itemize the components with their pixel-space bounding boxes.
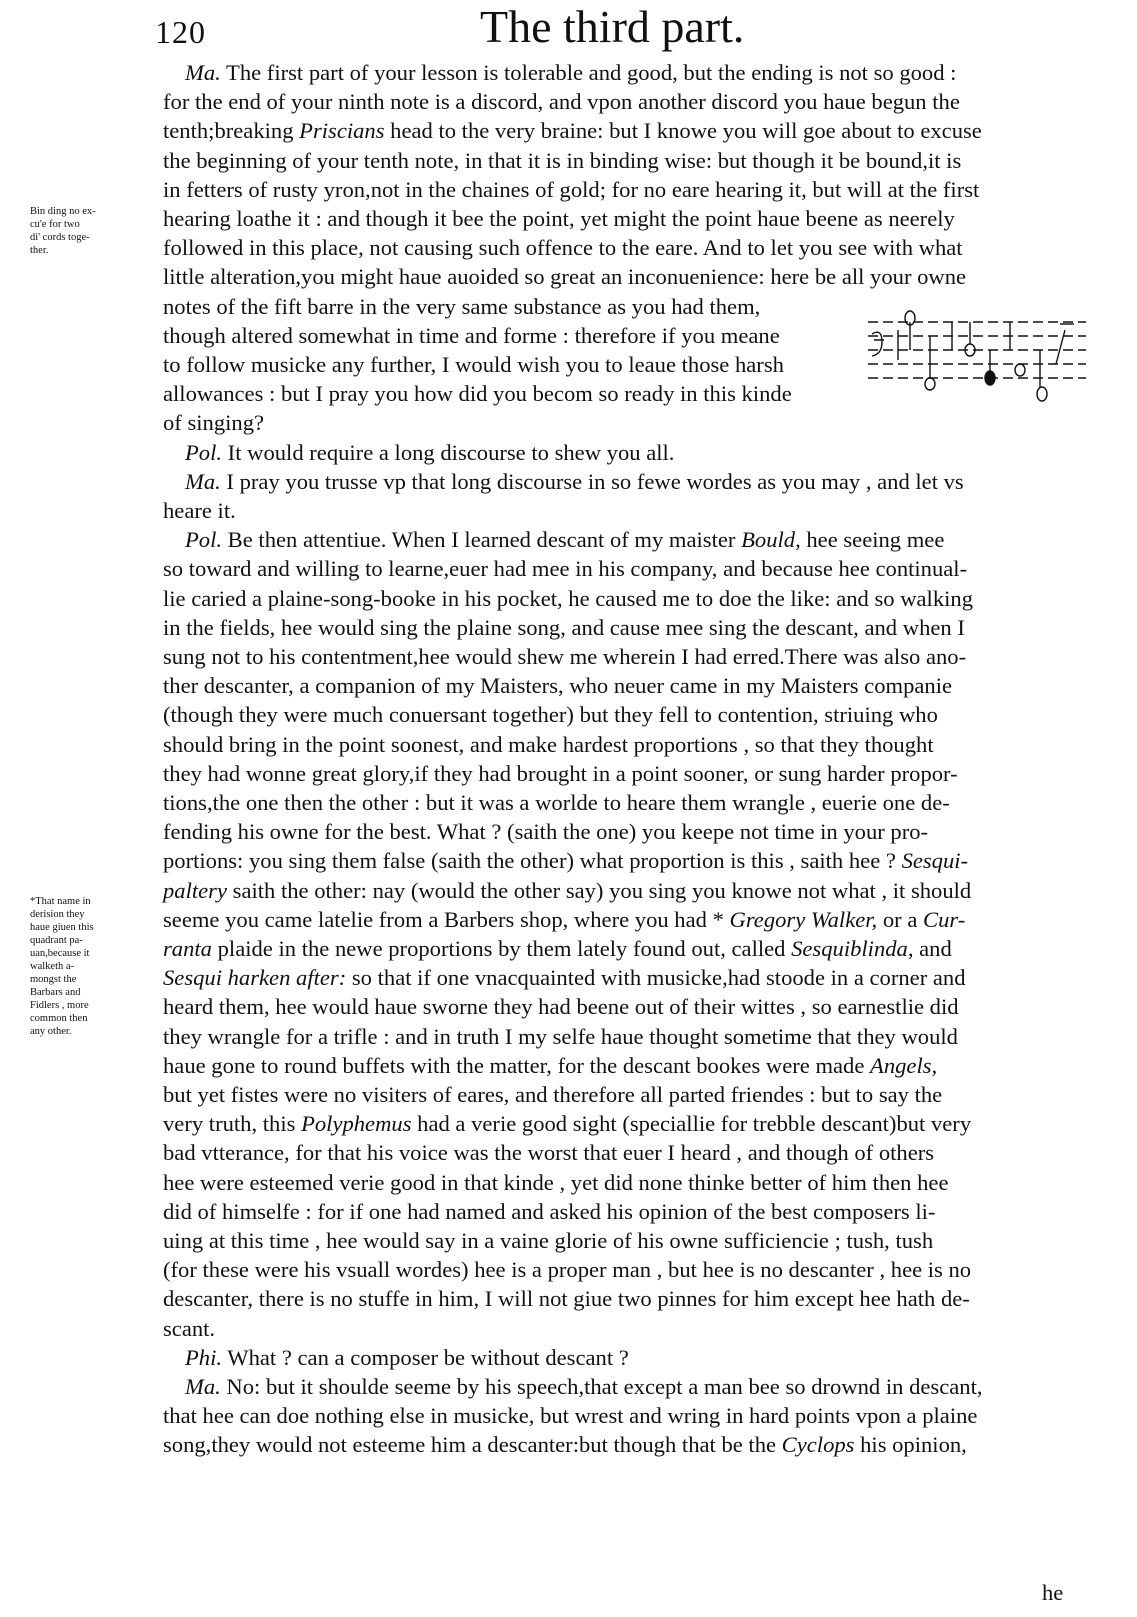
italic-name: Sesqui- [901, 848, 969, 874]
speaker-label: Pol. [185, 527, 223, 553]
text-line [185, 58, 956, 87]
text-line [163, 116, 982, 145]
margin-note-line: Fidlers , more [30, 1000, 89, 1011]
text-run: but yet fistes were no visiters of eares, and therefore all parted friendes : but to say the [163, 1082, 943, 1107]
text-run: to follow musicke any further, I would wish you to leaue those harsh [163, 352, 784, 377]
margin-note-line: ther. [30, 245, 49, 256]
text-line [163, 1284, 970, 1313]
text-run: they had wonne great glory,if they had brought in a point sooner, or sung harder propor- [163, 760, 958, 786]
text-run: The first part of your lesson is tolerable and good, but the ending is not so good : [220, 60, 957, 85]
text-line [163, 788, 950, 817]
music-staff-notes-icon [860, 300, 1092, 412]
text-run: saith the other: nay (would the other say) you sing you knowe not what , it should [227, 877, 972, 903]
text-run: in the fields, hee would sing the plaine song, and cause mee sing the descant, and when I [163, 614, 965, 640]
margin-note-line: common then [30, 1013, 88, 1024]
text-line [185, 1372, 983, 1401]
text-line [163, 1430, 967, 1459]
text-line [163, 554, 967, 583]
text-run: song,they would not esteeme him a descanter:but though that be the [163, 1432, 782, 1458]
text-run: they wrangle for a trifle : and in truth I my selfe haue thought sometime that they would [163, 1023, 958, 1049]
text-run: very truth, this [163, 1111, 302, 1137]
text-run: tions,the one then the other : but it was a worlde to heare them wrangle , euerie one de- [163, 790, 950, 815]
text-line [163, 175, 979, 204]
text-line [163, 992, 959, 1021]
text-run: haue gone to round buffets with the matter, for the descant bookes were made [163, 1052, 871, 1078]
text-run: plaide in the newe proportions by them lately found out, called [211, 936, 792, 961]
italic-name: Cur- [923, 906, 966, 932]
text-run: heard them, hee would haue sworne they had beene out of their wittes , so earnestlie did [163, 994, 959, 1020]
text-line [185, 1343, 629, 1372]
margin-note-line: uan,because it [30, 948, 90, 959]
text-run: It would require a long discourse to shew you all. [222, 439, 675, 465]
text-line [163, 321, 780, 350]
text-run: did of himselfe : for if one had named and asked his opinion of the best composers li- [163, 1198, 936, 1224]
text-line [163, 817, 928, 846]
italic-name: paltery [163, 877, 227, 903]
text-run: and [913, 936, 952, 961]
text-run: though altered somewhat in time and forme : therefore if you meane [163, 322, 780, 348]
italic-name: Angels, [870, 1052, 938, 1078]
margin-note-line: *That name in [30, 896, 91, 907]
margin-note-line: haue giuen this [30, 922, 94, 933]
text-run: little alteration,you might haue auoided so great an inconuenience: here be all your owne [163, 264, 967, 290]
text-line [163, 846, 968, 875]
text-line [185, 525, 944, 554]
text-line [163, 905, 965, 934]
text-run: head to the very braine: but I knowe you will goe about to excuse [384, 118, 982, 144]
text-line [163, 204, 955, 233]
text-run: scant. [163, 1315, 216, 1341]
text-line [163, 700, 938, 729]
margin-note-line: derision they [30, 909, 85, 920]
text-run: fending his owne for the best. What ? (saith the one) you keepe not time in your pro- [163, 819, 929, 845]
catchword: he [1042, 1580, 1064, 1605]
text-line [163, 1022, 958, 1051]
text-line [185, 438, 674, 467]
text-run: the beginning of your tenth note, in that it is in binding wise: but though it be bound,it is [163, 147, 962, 173]
italic-name: Cyclops [781, 1432, 855, 1458]
text-run: should bring in the point soonest, and make hardest proportions , so that they thought [163, 731, 934, 757]
italic-name: Sesqui harken after: [163, 965, 347, 991]
speaker-label: Ma. [185, 1374, 221, 1399]
text-line [163, 1051, 937, 1080]
text-line [163, 379, 792, 408]
text-run: or a [877, 906, 924, 932]
text-line [163, 934, 952, 963]
text-line [163, 1255, 971, 1284]
text-run: of singing? [163, 410, 265, 436]
text-run: hearing loathe it : and though it bee the point, yet might the point haue beene as neerely [163, 206, 955, 231]
text-line [163, 233, 963, 262]
margin-note-line: cu'e for two [30, 219, 80, 230]
text-run: that hee can doe nothing else in musicke, but wrest and wring in hard points vpon a plaine [163, 1403, 978, 1429]
text-run: tenth;breaking [163, 118, 300, 144]
italic-name: ranta [163, 936, 212, 961]
text-run: hee seeing mee [800, 527, 945, 553]
text-line [185, 467, 964, 496]
text-run: followed in this place, not causing such offence to the eare. And to let you see with what [163, 235, 963, 261]
text-line [163, 146, 961, 175]
text-run: hee were esteemed verie good in that kinde , yet did none thinke better of him then hee [163, 1169, 949, 1195]
text-line [163, 613, 965, 642]
italic-name: Sesquiblinda, [791, 936, 914, 961]
text-line [163, 876, 971, 905]
text-line [163, 1109, 971, 1138]
italic-name: Bould, [741, 527, 801, 553]
text-line [163, 262, 966, 291]
text-run: ther descanter, a companion of my Maisters, who neuer came in my Maisters companie [163, 673, 952, 699]
text-line [163, 496, 236, 525]
text-line [163, 963, 966, 992]
text-run: lie caried a plaine-song-booke in his pocket, he caused me to doe the like: and so walking [163, 585, 973, 611]
text-line [163, 1226, 933, 1255]
text-line [163, 1168, 949, 1197]
text-run: bad vtterance, for that his voice was the worst that euer I heard , and though of others [163, 1140, 935, 1166]
speaker-label: Ma. [185, 468, 221, 494]
text-line [163, 671, 952, 700]
text-line [163, 642, 966, 671]
text-line [163, 730, 934, 759]
text-run: (though they were much conuersant together) but they fell to contention, striuing who [163, 702, 938, 728]
page-number: 120 [155, 14, 206, 50]
text-line [163, 584, 973, 613]
text-run: in fetters of rusty yron,not in the chaines of gold; for no eare hearing it, but will at the first [163, 176, 980, 202]
text-run: uing at this time , hee would say in a vaine glorie of his owne sufficiencie ; tush, tush [163, 1228, 934, 1253]
text-line [163, 1314, 215, 1343]
text-run: his opinion, [854, 1432, 967, 1458]
margin-note-line: walketh a- [30, 961, 75, 972]
speaker-label: Ma. [185, 60, 221, 85]
italic-name: Gregory Walker, [729, 906, 878, 932]
text-run: sung not to his contentment,hee would shew me wherein I had erred.There was also ano- [163, 644, 967, 669]
margin-note-line: any other. [30, 1026, 72, 1037]
text-line [163, 759, 958, 788]
margin-note-line: di' cords toge- [30, 232, 90, 243]
text-run: descanter, there is no stuffe in him, I will not giue two pinnes for him except hee hath de- [163, 1286, 970, 1312]
speaker-label: Phi. [185, 1344, 223, 1370]
text-run: I pray you trusse vp that long discourse in so fewe wordes as you may , and let vs [220, 468, 964, 494]
text-line [163, 1138, 934, 1167]
text-line [163, 408, 264, 437]
text-line [163, 1401, 977, 1430]
italic-name: Priscians [299, 118, 385, 144]
margin-note-line: Barbars and [30, 987, 81, 998]
text-run: so that if one vnacquainted with musicke,had stoode in a corner and [346, 965, 966, 991]
text-line [163, 1080, 942, 1109]
text-line [163, 87, 960, 116]
text-line [163, 292, 760, 321]
text-run: for the end of your ninth note is a discord, and vpon another discord you haue begun the [163, 89, 960, 115]
text-run: What ? can a composer be without descant ? [222, 1344, 629, 1370]
text-run: No: but it shoulde seeme by his speech,that except a man bee so drownd in descant, [220, 1374, 983, 1399]
text-run: Be then attentiue. When I learned descant of my maister [222, 527, 742, 553]
margin-note-line: mongst the [30, 974, 77, 985]
text-run: (for these were his vsuall wordes) hee is a proper man , but hee is no descanter , hee is no [163, 1257, 972, 1283]
text-run: allowances : but I pray you how did you becom so ready in this kinde [163, 381, 792, 407]
running-head: The third part. [480, 1, 745, 52]
text-run: had a verie good sight (speciallie for trebble descant)but very [411, 1111, 972, 1137]
text-run: so toward and willing to learne,euer had mee in his company, and because hee continual- [163, 556, 968, 582]
text-line [163, 350, 784, 379]
text-run: seeme you came latelie from a Barbers shop, where you had * [163, 906, 730, 932]
speaker-label: Pol. [185, 439, 223, 465]
text-run: heare it. [163, 498, 236, 523]
italic-name: Polyphemus [301, 1111, 412, 1137]
margin-note-line: Bin ding no ex- [30, 206, 96, 217]
margin-note-line: quadrant pa- [30, 935, 83, 946]
text-run: portions: you sing them false (saith the other) what proportion is this , saith hee ? [163, 848, 902, 874]
text-line [163, 1197, 935, 1226]
text-run: notes of the fift barre in the very same substance as you had them, [163, 293, 761, 319]
